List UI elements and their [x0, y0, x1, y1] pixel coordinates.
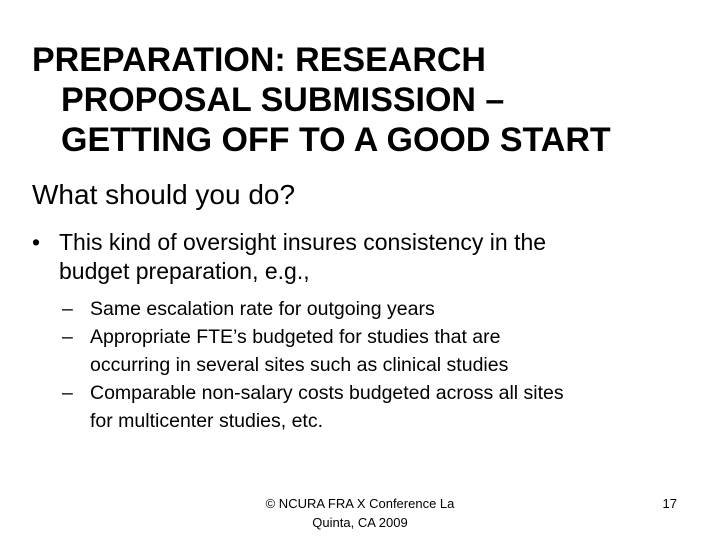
- bullet-text-line: budget preparation, e.g.,: [59, 258, 310, 284]
- footer-line: © NCURA FRA X Conference La: [265, 496, 455, 511]
- slide-subheading: What should you do?: [32, 179, 296, 210]
- sub-bullet-text-line: Same escalation rate for outgoing years: [90, 298, 435, 320]
- footer-line: Quinta, CA 2009: [312, 515, 408, 530]
- sub-bullet-text-line: occurring in several sites such as clinical studies: [90, 354, 509, 376]
- slide-title-line: GETTING OFF TO A GOOD START: [61, 121, 611, 159]
- sub-bullet-text-line: Comparable non-salary costs budgeted across all sites: [90, 382, 564, 404]
- page-number: 17: [662, 496, 677, 511]
- slide-title: [32, 40, 692, 160]
- sub-bullet-text-line: for multicenter studies, etc.: [90, 410, 324, 432]
- bullet-item: [32, 228, 692, 286]
- slide-title-line: PREPARATION: RESEARCH: [32, 41, 486, 79]
- sub-bullet-marker: –: [62, 326, 73, 348]
- sub-bullet-list: [62, 295, 702, 435]
- sub-bullet-marker: –: [62, 298, 73, 320]
- slide-footer: [240, 494, 480, 532]
- sub-bullet-item: [62, 295, 702, 323]
- sub-bullet-item: [62, 323, 702, 379]
- bullet-marker: •: [32, 229, 41, 255]
- slide-title-line: PROPOSAL SUBMISSION –: [61, 81, 505, 119]
- sub-bullet-item: [62, 379, 702, 435]
- bullet-text-line: This kind of oversight insures consistency in the: [59, 229, 547, 255]
- sub-bullet-text-line: Appropriate FTE’s budgeted for studies that are: [90, 326, 501, 348]
- sub-bullet-marker: –: [62, 382, 73, 404]
